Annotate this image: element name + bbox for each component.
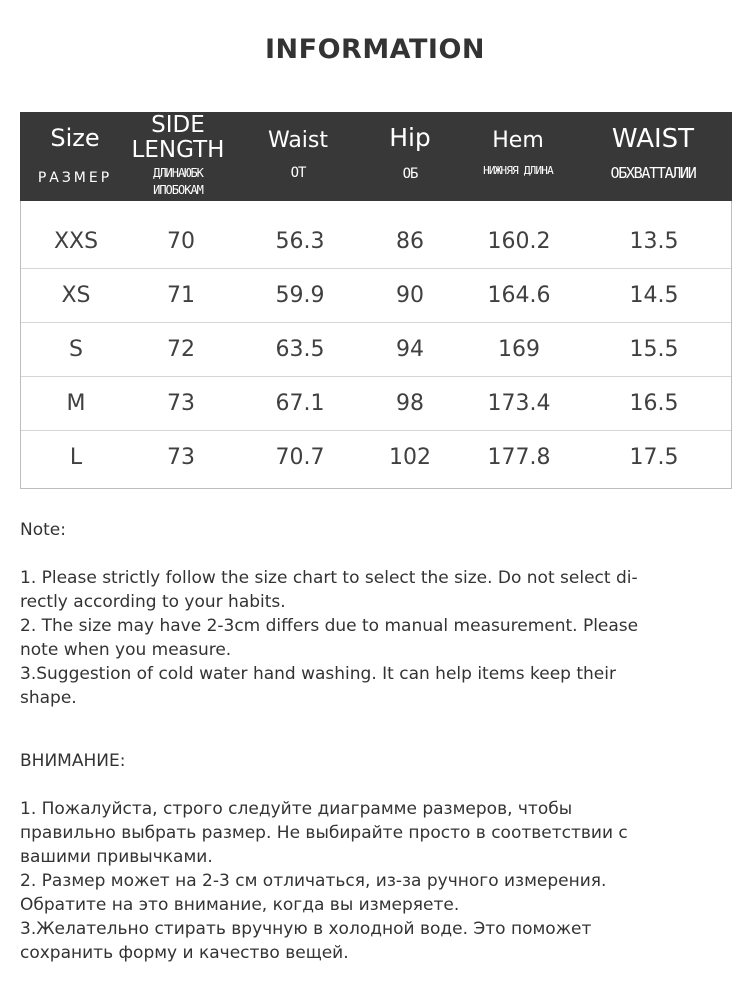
note-en-2-line2: note when you measure. — [20, 640, 232, 660]
note-en-3-line1: 3.Suggestion of cold water hand washing. It can help items keep their — [20, 664, 616, 684]
note-ru-1-line1: 1. Пожалуйста, строго следуйте диаграмме размеров, чтобы — [20, 799, 573, 819]
header-side-length-sub1: ДЛИНАЮБК — [153, 166, 203, 180]
table-header — [20, 112, 732, 201]
cell-size: XXS — [53, 229, 99, 254]
note-ru-3-line2: сохранить форму и качество вещей. — [20, 943, 349, 963]
cell-waist: 56.3 — [275, 229, 325, 254]
cell-hip: 94 — [396, 337, 424, 362]
cell-hip: 98 — [396, 391, 424, 416]
cell-hem: 173.4 — [487, 391, 551, 416]
header-waist-sublabel: ОТ — [290, 165, 306, 181]
cell-side-length: 73 — [167, 445, 195, 470]
cell-hip: 102 — [389, 445, 431, 470]
header-side-length — [128, 112, 228, 201]
header-side-length-line1: SIDE — [151, 112, 205, 138]
header-hem-sublabel: НИЖНЯЯ ДЛИНА — [483, 164, 553, 177]
notes-section — [20, 518, 735, 965]
cell-waist-circumference: 13.5 — [629, 229, 679, 254]
cell-waist: 59.9 — [275, 283, 325, 308]
header-hip-sublabel: ОБ — [402, 166, 418, 182]
header-side-length-sub2: ИПОБОКАМ — [153, 183, 203, 197]
cell-hem: 169 — [498, 337, 540, 362]
header-waist — [248, 112, 348, 201]
cell-hem: 177.8 — [487, 445, 551, 470]
header-size-sublabel: РАЗМЕР — [37, 170, 113, 186]
note-ru-1-line2: правильно выбрать размер. Не выбирайте просто в соответствии с — [20, 823, 628, 843]
table-row — [21, 431, 731, 485]
header-hip-label: Hip — [389, 123, 431, 152]
header-side-length-line2: LENGTH — [131, 137, 225, 163]
note-en-1-line2: rectly according to your habits. — [20, 592, 286, 612]
header-size — [20, 112, 130, 201]
cell-waist: 63.5 — [275, 337, 325, 362]
cell-side-length: 73 — [167, 391, 195, 416]
cell-waist: 67.1 — [275, 391, 325, 416]
cell-waist-circumference: 15.5 — [629, 337, 679, 362]
note-en-3-line2: shape. — [20, 688, 77, 708]
header-waist-circumference-sublabel: ОБХВАТТАЛИИ — [610, 164, 696, 182]
cell-side-length: 70 — [167, 229, 195, 254]
notes-ru-heading: ВНИМАНИЕ: — [20, 751, 126, 771]
note-en-1-line1: 1. Please strictly follow the size chart to select the size. Do not select di- — [20, 568, 638, 588]
cell-hip: 90 — [396, 283, 424, 308]
cell-side-length: 71 — [167, 283, 195, 308]
cell-size: XS — [61, 283, 91, 308]
size-chart-table — [20, 112, 732, 489]
cell-size: S — [69, 337, 83, 362]
note-ru-2-line1: 2. Размер может на 2-3 см отличаться, из-за ручного измерения. — [20, 871, 607, 891]
header-hem — [468, 112, 568, 201]
cell-waist: 70.7 — [275, 445, 325, 470]
table-row — [21, 377, 731, 431]
note-ru-2-line2: Обратите на это внимание, когда вы измеряете. — [20, 895, 460, 915]
cell-waist-circumference: 17.5 — [629, 445, 679, 470]
note-en-2-line1: 2. The size may have 2-3cm differs due to manual measurement. Please — [20, 616, 639, 636]
cell-size: M — [66, 391, 86, 416]
header-waist-label: Waist — [267, 128, 329, 153]
table-row — [21, 215, 731, 269]
cell-waist-circumference: 14.5 — [629, 283, 679, 308]
header-waist-circumference — [588, 112, 718, 201]
cell-size: L — [69, 445, 83, 470]
header-hip — [360, 112, 460, 201]
page-title: INFORMATION — [264, 34, 485, 65]
cell-waist-circumference: 16.5 — [629, 391, 679, 416]
cell-hip: 86 — [396, 229, 424, 254]
note-ru-1-line3: вашими привычками. — [20, 847, 213, 867]
table-row — [21, 269, 731, 323]
cell-side-length: 72 — [167, 337, 195, 362]
header-hem-label: Hem — [492, 128, 544, 153]
header-waist-circumference-label: WAIST — [611, 124, 695, 154]
notes-en-heading: Note: — [20, 520, 66, 540]
cell-hem: 164.6 — [487, 283, 551, 308]
table-row — [21, 323, 731, 377]
note-ru-3-line1: 3.Желательно стирать вручную в холодной воде. Это поможет — [20, 919, 592, 939]
header-size-label: Size — [50, 124, 100, 152]
cell-hem: 160.2 — [487, 229, 551, 254]
